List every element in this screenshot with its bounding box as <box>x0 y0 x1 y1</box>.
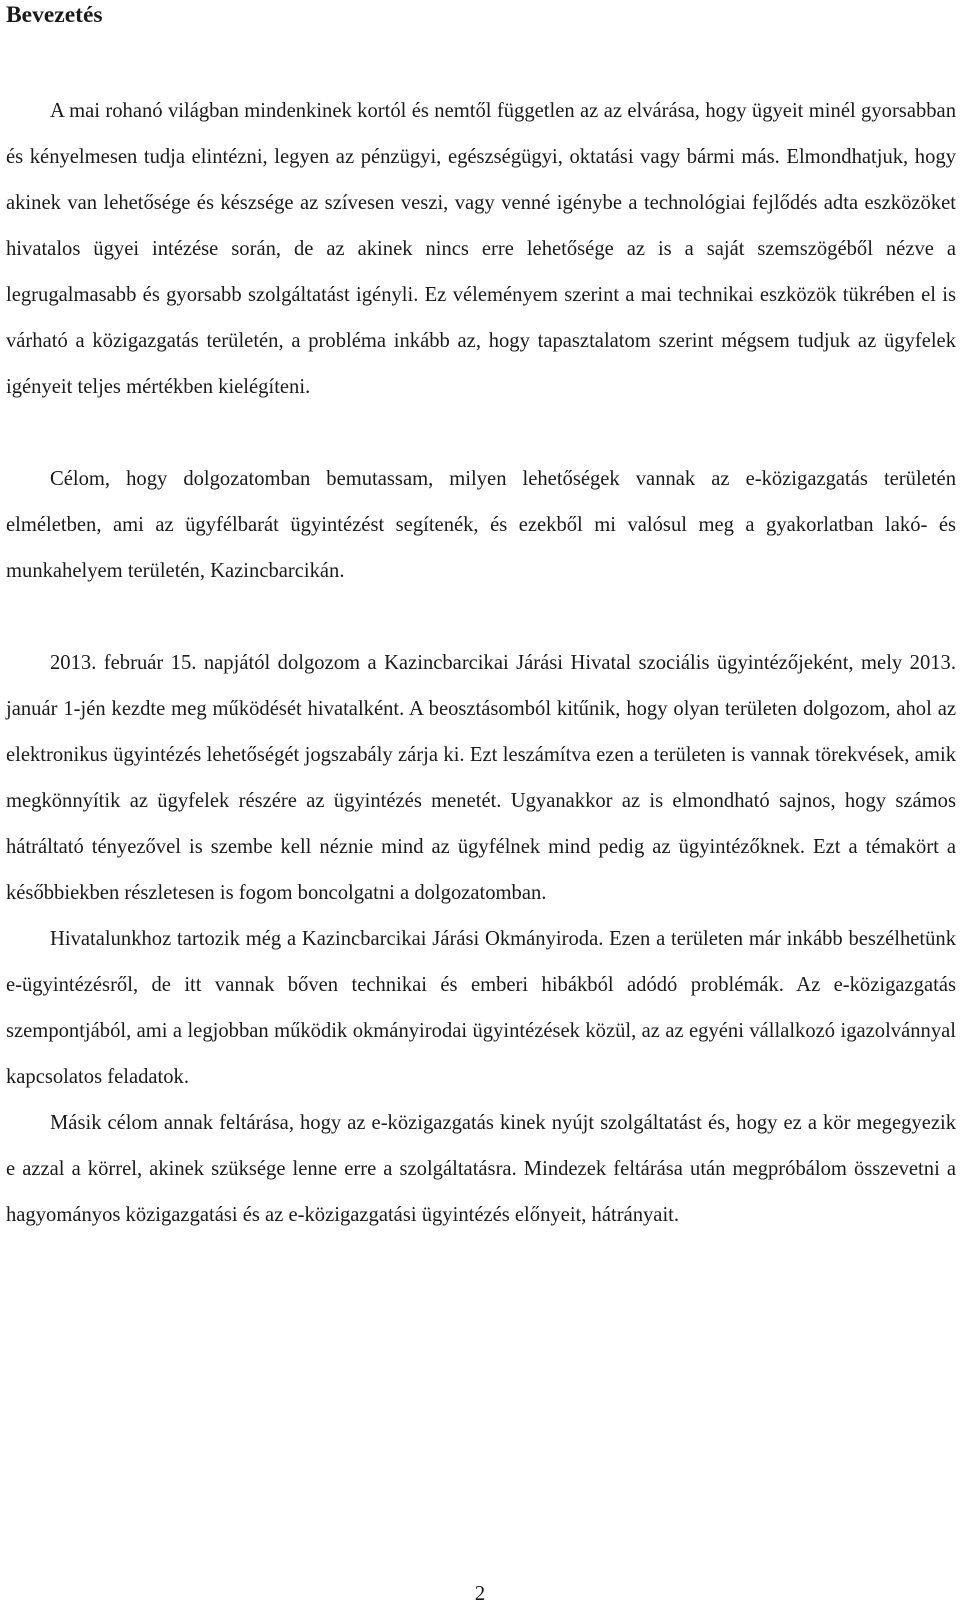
paragraph-workplace: 2013. február 15. napjától dolgozom a Kazincbarcikai Járási Hivatal szociális ügyintézőjeként, mely 2013. január 1-jén kezdte meg működését hivatalként. A beosztásomból kitűnik, hogy olyan területen dolgozom, ahol az elektronikus ügyintézés lehetőségét jogszabály zárja ki. Ezt leszámítva ezen a területen is vannak törekvések, amik megkönnyítik az ügyfelek részére az ügyintézés menetét. Ugyanakkor az is elmondható sajnos, hogy számos hátráltató tényezővel is szembe kell néznie mind az ügyfélnek mind pedig az ügyintézőknek. Ezt a témakört a későbbiekben részletesen is fogom boncolgatni a dolgozatomban. <box>6 652 956 904</box>
paragraph-intro: A mai rohanó világban mindenkinek kortól és nemtől független az az elvárása, hogy ügyeit minél gyorsabban és kényelmesen tudja elintézni, legyen az pénzügyi, egészségügyi, oktatási vagy bármi más. Elmondhatjuk, hogy akinek van lehetősége és készsége az szívesen veszi, vagy venné igénybe a technológiai fejlődés adta eszközöket hivatalos ügyei intézése során, de az akinek nincs erre lehetősége az is a saját szemszögéből nézve a legrugalmasabb és gyorsabb szolgáltatást igényli. Ez véleményem szerint a mai technikai eszközök tükrében el is várható a közigazgatás területén, a probléma inkább az, hogy tapasztalatom szerint mégsem tudjuk az ügyfelek igényeit teljes mértékben kielégíteni. <box>6 100 956 398</box>
section-heading: Bevezetés <box>6 2 103 28</box>
page-number: 2 <box>474 1581 486 1605</box>
document-page <box>6 0 956 1238</box>
paragraph-second-goal: Másik célom annak feltárása, hogy az e-közigazgatás kinek nyújt szolgáltatást és, hogy ez a kör megegyezik e azzal a körrel, akinek szüksége lenne erre a szolgáltatásra. Mindezek feltárása után megpróbálom összevetni a hagyományos közigazgatási és az e-közigazgatási ügyintézés előnyeit, hátrányait. <box>6 1112 956 1226</box>
paragraph-document-office: Hivatalunkhoz tartozik még a Kazincbarcikai Járási Okmányiroda. Ezen a területen már inkább beszélhetünk e-ügyintézésről, de itt vannak bőven technikai és emberi hibákból adódó problémák. Az e-közigazgatás szempontjából, ami a legjobban működik okmányirodai ügyintézések közül, az az egyéni vállalkozó igazolvánnyal kapcsolatos feladatok. <box>6 928 956 1088</box>
paragraph-goal: Célom, hogy dolgozatomban bemutassam, milyen lehetőségek vannak az e-közigazgatás területén elméletben, ami az ügyfélbarát ügyintézést segítenék, és ezekből mi valósul meg a gyakorlatban lakó- és munkahelyem területén, Kazincbarcikán. <box>6 468 956 582</box>
